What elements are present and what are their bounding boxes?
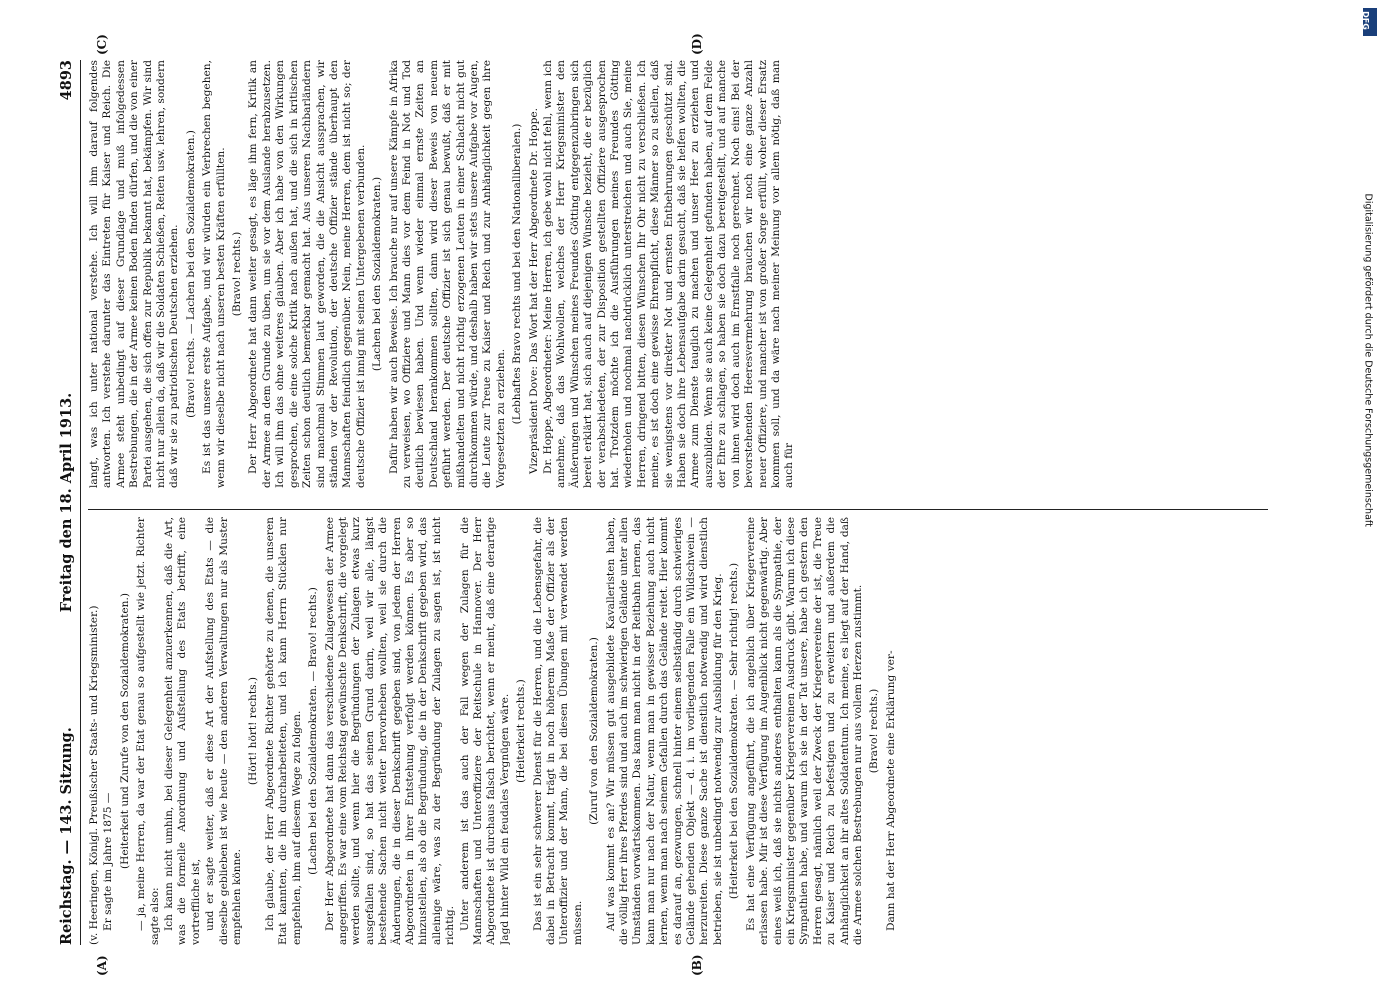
header-rule	[80, 60, 81, 945]
left-column	[88, 517, 1268, 945]
paragraph: Vizepräsident Dove: Das Wort hat der Herr Abgeordnete Dr. Hoppe.	[527, 108, 540, 474]
right-column	[88, 60, 1268, 488]
speaker-line: (v. Heeringen, Königl. Preußischer Staats- und Kriegsminister.)	[88, 605, 100, 945]
interjection: (Bravo! rechts.)	[231, 231, 244, 317]
digitization-credit-text: Digitalisierung gefördert durch die Deutsche Forschungsgemeinschaft	[1362, 193, 1374, 527]
page-number: 4893	[58, 60, 75, 101]
interjection: (Lebhaftes Bravo rechts und bei den Nationalliberalen.)	[511, 123, 524, 425]
paragraph: Dafür haben wir auch Beweise. Ich brauche nur auf unsere Kämpfe in Afrika zu verweisen, wo Offiziere und Mann dies vor dem Feind in Not und Tod deutlich bewiesen haben. Und wenn wieder einmal ernste Zeiten an Deutschland herankommen sollten, dann wird dieser Beweis von neuem geführt werden. Der deutsche Offizier ist sich genau bewußt, daß er mit mißhandelten und nicht richtig erzogenen Leuten in einer Schlacht nicht gut durchkommen würde, und deshalb haben wir stets unsere Aufgabe vor Augen, die Leute zur Treue zu Kaiser und Reich und zur Anhänglichkeit gegen ihre Vorgesetzten zu erziehen.	[387, 60, 507, 488]
paragraph: Ich glaube, der Herr Abgeordnete Richter gehörte zu denen, die unseren Etat kannten, die ihn durcharbeiteten, und ich kann Herrn Stücklen nur empfehlen, ihm auf diesem Wege zu folgen.	[263, 517, 303, 945]
paragraph: und er sagte weiter, daß er diese Art der Aufstellung des Etats — die dieselbe geblieben ist wie heute — den anderen Verwaltungen nur als Muster empfehlen könne.	[204, 517, 244, 945]
digitization-credit	[1361, 195, 1375, 775]
interjection: (Lachen bei den Sozialdemokraten. — Bravo! rechts.)	[307, 587, 320, 875]
paragraph: Der Herr Abgeordnete hat dann das verschiedene Zulagewesen der Armee angegriffen. Es war eine vom Reichstag gewünschte Denkschrift, die vorgelegt werden sollte, und wenn hier die Begründungen der Zulagen etwas kurz ausgefallen sind, so hat das seinen Grund darin, weil wir alle, längst bestehende Sachen nicht weiter hervorheben wollten, weil sie durch die Änderungen, die in dieser Denkschrift gegeben sind, von jedem der Herren Abgeordneten in ihrer Entstehung verfolgt werden können. Es aber so hinzustellen, als ob die Begründung, die in der Denkschrift gegeben wird, das alleinige wäre, was zu der Begründung der Zulagen zu sagen ist, ist nicht richtig.	[323, 517, 457, 945]
margin-marker-d: (D)	[690, 33, 704, 55]
interjection: (Heiterkeit rechts.)	[515, 679, 528, 783]
interjection: (Lachen bei den Sozialdemokraten.)	[371, 176, 384, 372]
paragraph: Das ist ein sehr schwerer Dienst für die Herren, und die Lebensgefahr, die dabei in Betracht kommt, trägt in noch höherem Maße der Offizier als der Unteroffizier und der Mann, die bei diesen Übungen mit verwendet werden müssen.	[531, 517, 584, 945]
dfg-logo	[1360, 8, 1377, 36]
paragraph: — ja, meine Herren, da war der Etat genau so aufgestellt wie jetzt. Richter sagte also:	[135, 517, 161, 945]
paragraph: Dann hat der Herr Abgeordnete eine Erklärung ver-	[884, 650, 897, 931]
paragraph: Unter anderem ist das auch der Fall wegen der Zulagen für die Mannschaften und Unteroffiziere der Reitschule in Hannover. Der Herr Abgeordnete ist durchaus falsch berichtet, wenn er meint, daß eine derartige Jagd hinter Wild ein feudales Vergnügen wäre.	[458, 517, 511, 945]
paragraph: Dr. Hoppe, Abgeordneter: Meine Herren, ich gebe wohl nicht fehl, wenn ich annehme, daß das Wohlwollen, welches der Herr Kriegsminister den Äußerungen und Wünschen meines Freundes Götting entgegenzubringen sich bereit erklärt hat, sich auch auf diejenigen Wünsche bezieht, die er bezüglich der verabschiedeten, der zur Disposition gestellten Offiziere ausgesprochen hat. Trotzdem möchte ich die Ausführungen meines Freundes Götting wiederholen und nochmal nachdrücklich unterstreichen und auch Sie, meine Herren, dringend bitten, diesen Wünschen Ihr Ohr nicht zu verschließen. Ich meine, es ist doch eine gewisse Ehrenpflicht, diese Männer so zu stellen, daß sie wenigstens vor direkter Not und ernsten Entbehrungen geschützt sind. Haben sie doch ihre Lebensaufgabe darin gesucht, daß sie helfen wollten, die Armee zum Dienste tauglich zu machen und unser Heer zu erziehen und auszubilden. Wenn sie auch keine Gelegenheit gefunden haben, auf dem Felde der Ehre zu schlagen, so haben sie doch dazu bereitgestellt, und auf manche von ihnen wird doch auch im Ernstfalle noch gerechnet. Noch eins! Bei der bevorstehenden Heeresvermehrung brauchen wir noch eine ganze Anzahl neuer Offiziere, und mancher ist von großer Sorge erfüllt, woher dieser Ersatz kommen soll, und da wäre nach meiner Meinung vor allem nötig, daß man auch für	[542, 60, 796, 488]
margin-marker-a: (A)	[95, 955, 109, 976]
column-divider	[88, 509, 1268, 510]
interjection: (Heiterkeit bei den Sozialdemokraten. — Sehr richtig! rechts.)	[728, 562, 741, 900]
header-session: Reichstag. — 143. Sitzung.	[58, 727, 75, 945]
interjection: (Bravo! rechts.)	[868, 688, 881, 774]
paragraph: langt, was ich unter national verstehe. Ich will ihm darauf folgendes antworten. Ich verstehe darunter das Eintreten für Kaiser und Reich. Die Armee steht unbedingt auf dieser Grundlage und muß infolgedessen Bestrebungen, die in der Armee keinen Boden finden dürfen, und die von einer Partei ausgehen, die sich offen zur Republik bekannt hat, bekämpfen. Wir sind nicht nur allein da, daß wir die Soldaten Schießen, Reiten usw. lehren, sondern daß wir sie zu patriotischen Deutschen erziehen.	[88, 60, 181, 488]
interjection: (Hört! hört! rechts.)	[247, 676, 260, 786]
paragraph: Auf was kommt es an? Wir müssen gut ausgebildete Kavalleristen haben, die völlig Herr ihres Pferdes sind und auch im schwierigen Gelände unter allen Umständen vorwärtskommen. Das kann man nicht in der Reitbahn lernen, das kann man nur nach der Natur, wenn man in gewisser Beziehung auch nicht lernen, wenn man nach seinem Gefallen durch das Gelände reitet. Hier kommt es darauf an, gezwungen, schnell hinter einem selbständig durch schwieriges Gelände gehenden Objekt — d. i. im vorliegenden Falle ein Wildschwein — herzureiten. Diese ganze Sache ist dienstlich notwendig und wird dienstlich betrieben, sie ist unbedingt notwendig zur Ausbildung für den Krieg.	[604, 517, 724, 945]
margin-marker-c: (C)	[95, 34, 109, 55]
header-date: Freitag den 18. April 1913.	[58, 392, 75, 613]
interjection: (Zuruf von den Sozialdemokraten.)	[588, 637, 601, 825]
dfg-logo-text: DFG	[1360, 11, 1370, 30]
paragraph: Es ist das unsere erste Aufgabe, und wir würden ein Verbrechen begehen, wenn wir dieselbe nicht nach unseren besten Kräften erfüllten.	[201, 60, 227, 488]
paragraph: Der Herr Abgeordnete hat dann weiter gesagt, es läge ihm fern, Kritik an der Armee an dem Grunde zu üben, um sie vor dem Auslande herabzusetzen. Ich will ihm das ohne weiteres glauben. Aber ich habe von den Wirkungen gesprochen, die eine solche Kritik nach außen hat, und die sich in kritischen Zeiten schon deutlich bemerkbar gemacht hat. Aus unseren Nachbarländern sind manchmal Stimmen laut geworden, die die Ansicht aussprachen, wir ständen vor der Revolution, der deutsche Offizier stände überhaupt den Mannschaften feindlich gegenüber. Nein, meine Herren, dem ist nicht so; der deutsche Offizier ist innig mit seinen Untergebenen verbunden.	[247, 60, 367, 488]
paragraph: Er sagte im Jahre 1875 —	[102, 792, 115, 931]
interjection: (Heiterkeit und Zurufe von den Sozialdemokraten.)	[118, 593, 131, 869]
running-header	[58, 60, 78, 945]
margin-marker-b: (B)	[690, 954, 704, 976]
interjection: (Bravo! rechts. — Lachen bei den Sozialdemokraten.)	[184, 130, 197, 418]
quotation: Ich kann nicht umhin, bei dieser Gelegenheit anzuerkennen, daß die Art, was die formelle Anordnung und Aufstellung des Etats betrifft, eine vortreffliche ist,	[163, 517, 202, 945]
paragraph: Es hat eine Verfügung angeführt, die ich angeblich über Kriegervereine erlassen habe. Mir ist diese Verfügung im Augenblick nicht gegenwärtig. Aber eines weiß ich, daß sie nichts anderes enthalten kann als die Sympathie, der ein Kriegsminister gegenüber Kriegervereinen Ausdruck gibt. Warum ich diese Sympathien habe, und warum ich sie in der Tat unsere, habe ich gestern den Herren gesagt, nämlich weil der Zweck der Kriegervereine der ist, die Treue zu Kaiser und Reich zu befestigen und zu erweitern und außerdem die Anhänglichkeit an ihr altes Soldatentum. Ich meine, es liegt auf der Hand, daß die Armee solchen Bestrebungen nur aus vollem Herzen zustimmt.	[744, 517, 864, 945]
